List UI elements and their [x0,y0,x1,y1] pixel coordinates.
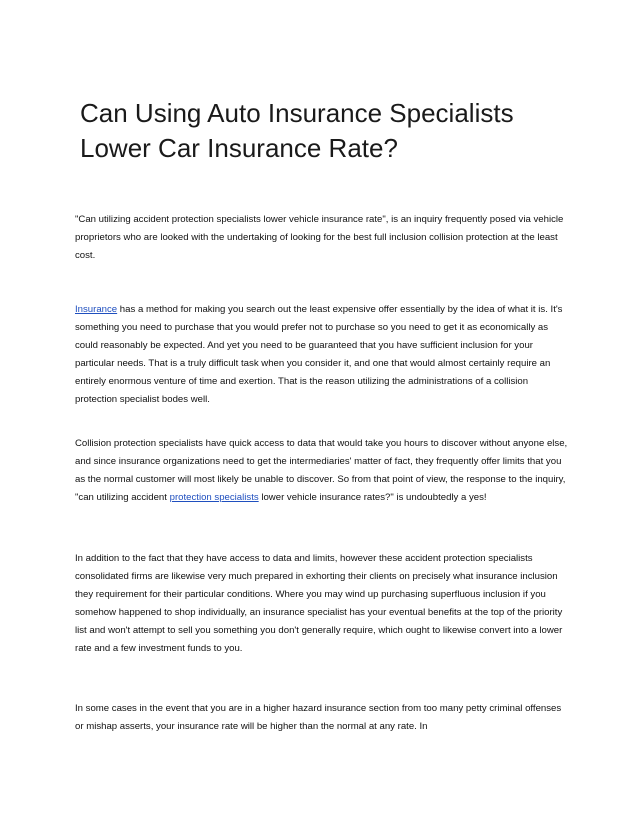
protection-specialists-link[interactable]: protection specialists [169,492,259,503]
title-line-2: Lower Car Insurance Rate? [80,133,398,163]
paragraph-5: In some cases in the event that you are in a higher hazard insurance section from too many petty criminal offenses or mishap asserts, your insurance rate will be higher than the normal at any rate. In [75,703,562,732]
paragraph-2 [75,301,570,409]
paragraph-4: In addition to the fact that they have access to data and limits, however these accident protection specialists consolidated firms are likewise very much prepared in exhorting their clients on precisely what insurance inclusion they requirement for their particular conditions. Where you may wind up purchasing superfluous inclusion if you somehow happened to shop individually, an insurance specialist has your eventual benefits at the top of the priority list and won't attempt to sell you something you don't generally require, which ought to likewise convert into a lower rate and a few investment funds to you. [75,553,563,654]
insurance-link[interactable]: Insurance [75,304,118,315]
paragraph-3-text-before: Collision protection specialists have quick access to data that would take you hours to discover without anyone else, and since insurance organizations need to get the intermediaries' matter of fact, they frequently offer limits that you as the normal customer will most likely be unable to discover. So from that point of view, the response to the inquiry, "can utilizing accident [75,438,568,503]
paragraph-3 [75,435,570,507]
paragraph-3-text-after: lower vehicle insurance rates?" is undoubtedly a yes! [258,492,487,503]
paragraph-2-text: has a method for making you search out the least expensive offer essentially by the idea of what it is. It's something you need to purchase that you would prefer not to purchase so you need to get it as economically as could reasonably be expected. And yet you need to be guaranteed that you have sufficient inclusion for your particular needs. That is a truly difficult task when you consider it, and one that would almost certainly require an entirely enormous venture of time and exertion. That is the reason utilizing the administrations of a collision protection specialist bodes well. [75,304,563,405]
title-line-1: Can Using Auto Insurance Specialists [80,98,514,128]
page-title [80,96,600,166]
paragraph-1: "Can utilizing accident protection specialists lower vehicle insurance rate", is an inquiry frequently posed via vehicle proprietors who are looked with the undertaking of looking for the best full inclusion collision protection at the least cost. [75,214,564,261]
